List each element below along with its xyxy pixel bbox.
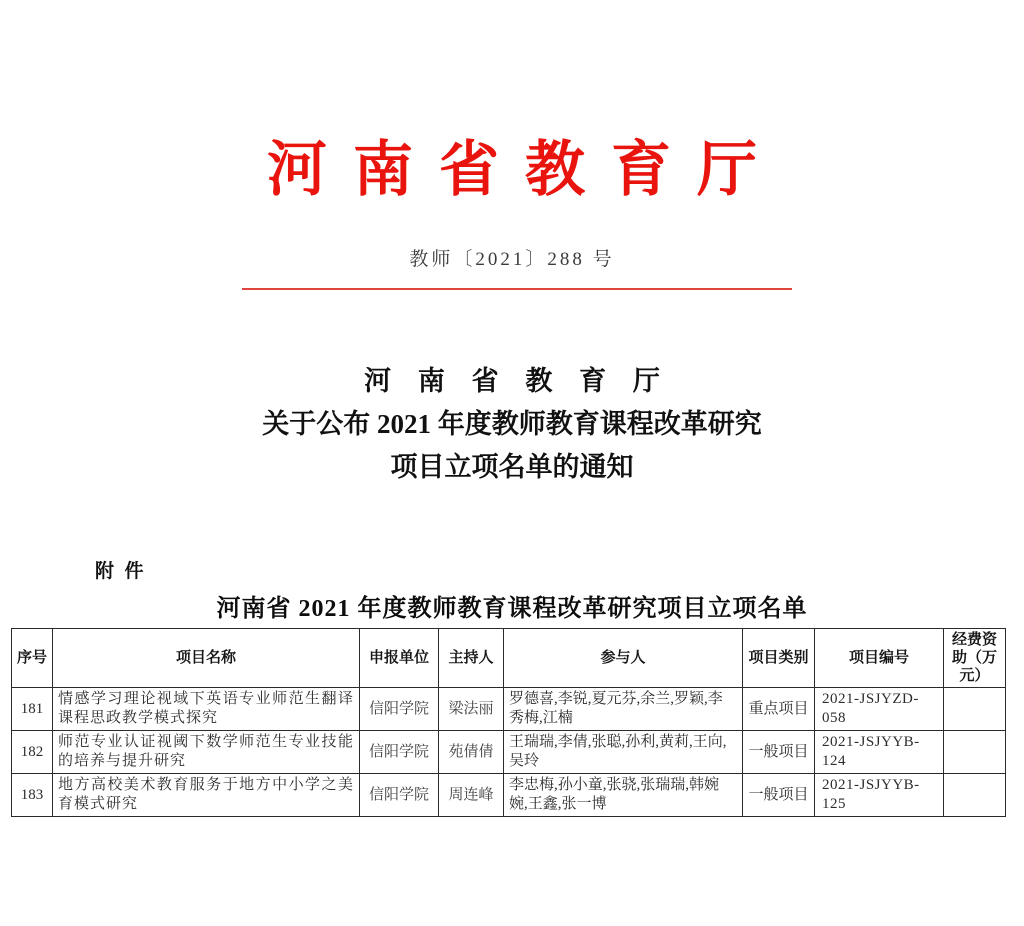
cell-leader: 苑倩倩 <box>439 731 504 774</box>
cell-funding <box>944 688 1006 731</box>
attachment-label: 附 件 <box>95 561 144 582</box>
cell-participants: 李忠梅,孙小童,张骁,张瑞瑞,韩婉婉,王鑫,张一博 <box>504 774 743 817</box>
cell-project-number: 2021-JSJYYB-124 <box>815 731 944 774</box>
cell-seq: 182 <box>12 731 53 774</box>
header-category: 项目类别 <box>743 629 815 688</box>
header-unit: 申报单位 <box>360 629 439 688</box>
table-row <box>12 731 1006 774</box>
cell-funding <box>944 774 1006 817</box>
notice-title <box>0 360 1024 489</box>
cell-category: 重点项目 <box>743 688 815 731</box>
cell-project-name: 师范专业认证视阈下数学师范生专业技能的培养与提升研究 <box>53 731 360 774</box>
header-funding: 经费资助（万元） <box>944 629 1006 688</box>
document-number: 教师〔2021〕288 号 <box>409 249 615 270</box>
notice-title-line3: 项目立项名单的通知 <box>390 452 634 482</box>
table-row <box>12 688 1006 731</box>
cell-unit: 信阳学院 <box>360 731 439 774</box>
notice-title-line2: 关于公布 2021 年度教师教育课程改革研究 <box>262 409 762 439</box>
table-row <box>12 774 1006 817</box>
table-title: 河南省 2021 年度教师教育课程改革研究项目立项名单 <box>216 596 808 622</box>
header-project-name: 项目名称 <box>53 629 360 688</box>
projects-table <box>11 628 1006 817</box>
red-divider-line <box>242 288 792 290</box>
cell-leader: 梁法丽 <box>439 688 504 731</box>
header-participants: 参与人 <box>504 629 743 688</box>
header-project-number: 项目编号 <box>815 629 944 688</box>
cell-project-number: 2021-JSJYZD-058 <box>815 688 944 731</box>
cell-funding <box>944 731 1006 774</box>
cell-unit: 信阳学院 <box>360 688 439 731</box>
cell-leader: 周连峰 <box>439 774 504 817</box>
cell-unit: 信阳学院 <box>360 774 439 817</box>
cell-seq: 183 <box>12 774 53 817</box>
header-leader: 主持人 <box>439 629 504 688</box>
cell-project-name: 情感学习理论视域下英语专业师范生翻译课程思政教学模式探究 <box>53 688 360 731</box>
cell-category: 一般项目 <box>743 731 815 774</box>
cell-category: 一般项目 <box>743 774 815 817</box>
letterhead-title: 河南省教育厅 <box>267 137 783 203</box>
header-seq: 序号 <box>12 629 53 688</box>
notice-title-line1: 河 南 省 教 育 厅 <box>364 366 670 396</box>
cell-participants: 王瑞瑞,李倩,张聪,孙利,黄莉,王向,吴玲 <box>504 731 743 774</box>
cell-seq: 181 <box>12 688 53 731</box>
cell-project-name: 地方高校美术教育服务于地方中小学之美育模式研究 <box>53 774 360 817</box>
cell-project-number: 2021-JSJYYB-125 <box>815 774 944 817</box>
table-header-row <box>12 629 1006 688</box>
cell-participants: 罗德喜,李锐,夏元芬,余兰,罗颖,李秀梅,江楠 <box>504 688 743 731</box>
